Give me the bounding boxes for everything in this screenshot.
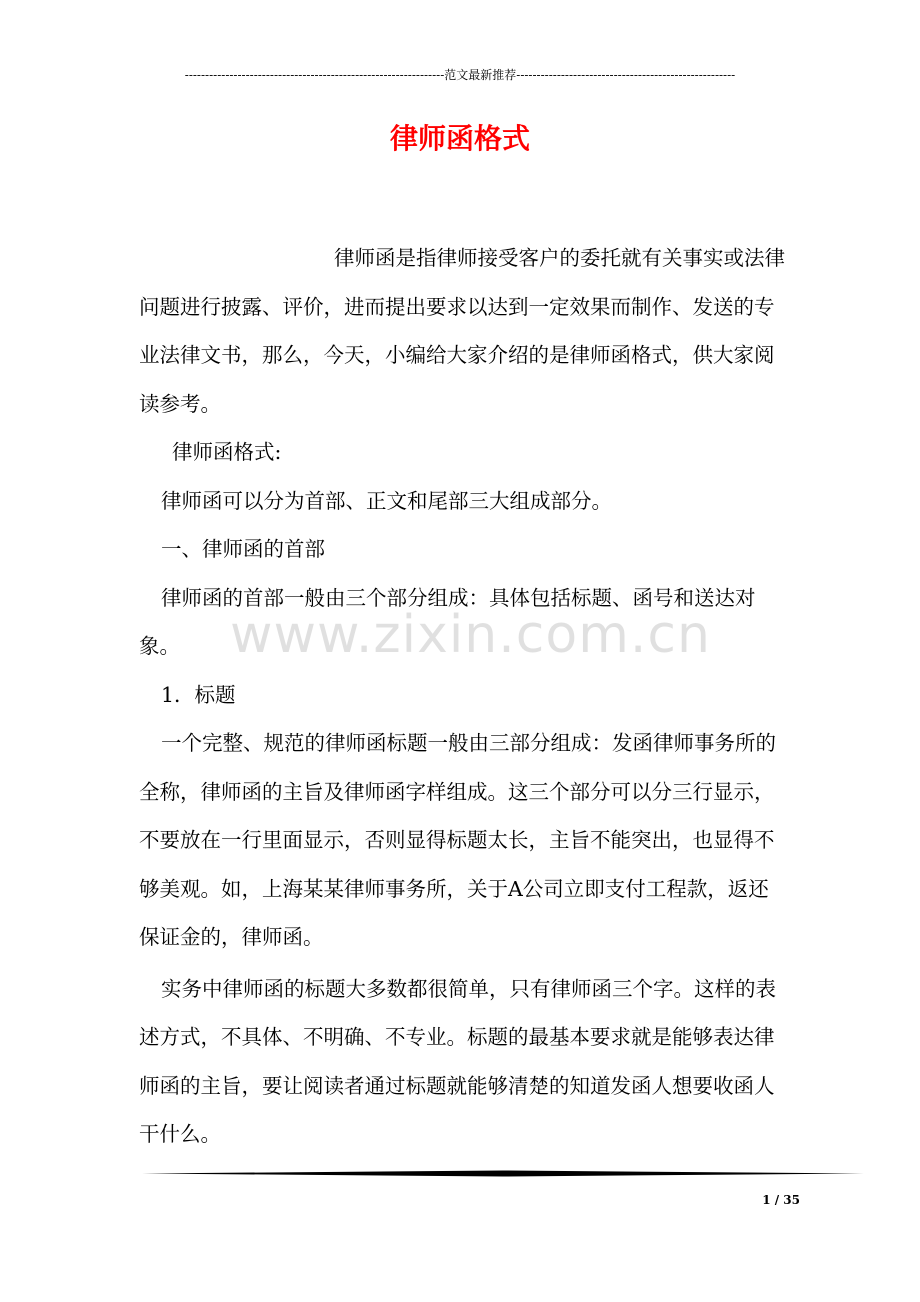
paragraph-format-label: 律师函格式:	[172, 440, 282, 464]
paragraph-header-part: 律师函的首部一般由三个部分组成：具体包括标题、函号和送达对象。	[139, 585, 756, 658]
document-title: 律师函格式	[389, 122, 530, 155]
watermark: www.zixin.com.cn	[230, 605, 711, 665]
header-banner: ----------------------------------------------------------------范文最新推荐------------------------------------------------------	[184, 68, 736, 82]
document-body	[139, 234, 789, 1159]
subsection-heading-title: 1．标题	[161, 682, 236, 707]
paragraph-title-rules: 一个完整、规范的律师函标题一般由三部分组成：发函律师事务所的全称，律师函的主旨及律师函字样组成。这三个部分可以分三行显示，不要放在一行里面显示，否则显得标题太长，主旨不能突出，也显得不够美观。如，上海某某律师事务所，关于A公司立即支付工程款，返还保证金的，律师函。	[139, 731, 776, 949]
section-heading-header-part: 一、律师函的首部	[161, 537, 325, 561]
paragraph-title-practice: 实务中律师函的标题大多数都很简单，只有律师函三个字。这样的表述方式，不具体、不明确、不专业。标题的最基本要求就是能够表达律师函的主旨，要让阅读者通过标题就能够清楚的知道发函人想要收函人干什么。	[139, 976, 776, 1146]
paragraph-structure: 律师函可以分为首部、正文和尾部三大组成部分。	[161, 488, 612, 513]
paragraph-intro: 律师函是指律师接受客户的委托就有关事实或法律问题进行披露、评价，进而提出要求以达到一定效果而制作、发送的专业法律文书，那么，今天，小编给大家介绍的是律师函格式，供大家阅读参考。	[139, 246, 785, 416]
footer-divider	[142, 1170, 864, 1177]
page-number: 1 / 35	[762, 1193, 800, 1207]
